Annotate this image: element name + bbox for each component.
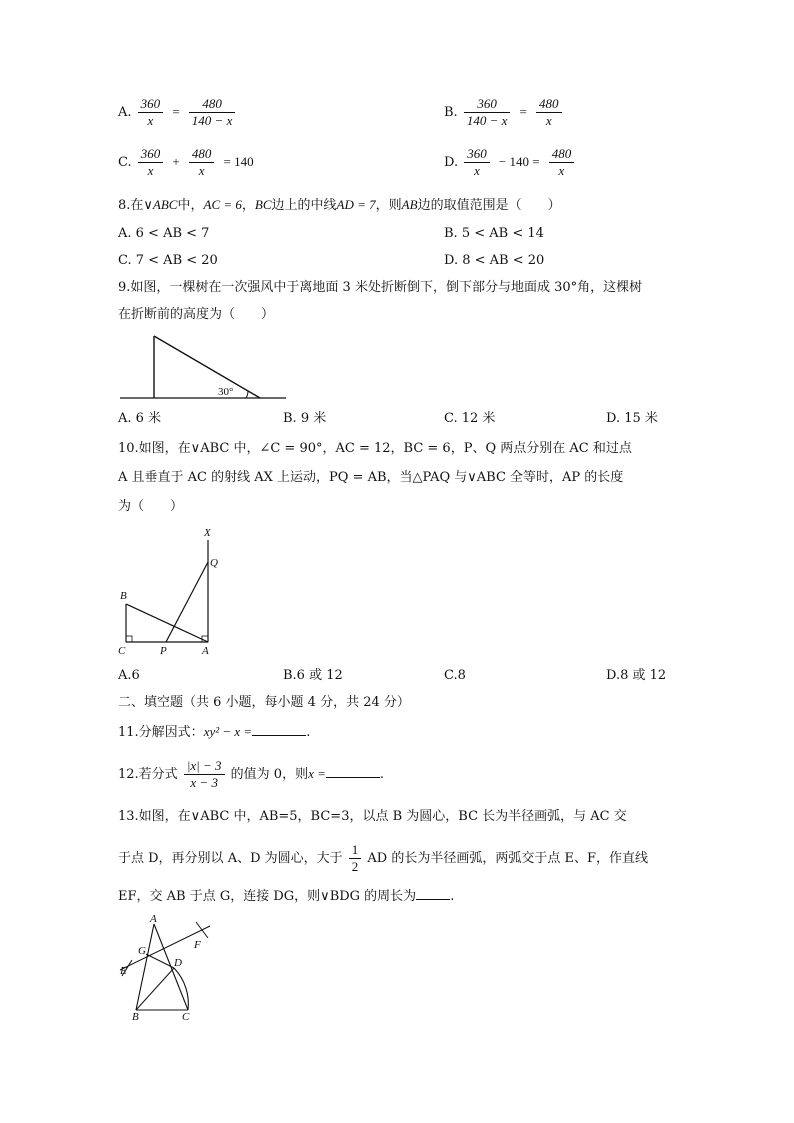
q10-figure — [112, 522, 224, 658]
q13-segment-dg — [146, 954, 174, 968]
q10-right-angle-c — [126, 636, 132, 642]
q13-stem-line2: 于点 D，再分别以 A、D 为圆心，大于 $\frac{1}{2}$ AD 的长为半径画弧，两弧交于点 E、F，作直线 — [118, 842, 649, 874]
q9-option-c: C. 12 米 — [444, 411, 496, 426]
q8-option-c: C. 7 < AB < 20 — [118, 253, 218, 268]
q7-option-d: D. $\frac{360}{x}$ − 140 = $\frac{480}{x}$ — [444, 146, 576, 179]
q10-option-b: B.6 或 12 — [283, 668, 343, 683]
q9-option-a: A. 6 米 — [118, 411, 162, 426]
q10-label-p: P — [160, 645, 167, 657]
q9-fallen-part — [154, 336, 260, 398]
q13-segment-bd — [136, 968, 174, 1010]
q10-segment-pq — [166, 562, 208, 642]
q13-segment-ab — [136, 924, 154, 1010]
q13-label-b: B — [132, 1011, 139, 1023]
q13-stem-line1: 13.如图，在∨ABC 中，AB=5，BC=3，以点 B 为圆心，BC 长为半径画弧，与 AC 交 — [118, 809, 627, 824]
q9-stem-line2: 在折断前的高度为（ ） — [118, 307, 275, 322]
q13-label-d: D — [174, 957, 182, 969]
q8-stem: 8.在∨ABC中，AC = 6，BC边上的中线AD = 7，则AB边的取值范围是（ ） — [118, 197, 561, 213]
q12-answer-blank[interactable] — [326, 765, 380, 778]
q13-answer-blank[interactable] — [416, 887, 450, 900]
q10-label-a: A — [202, 645, 209, 657]
q9-tree-figure — [118, 330, 290, 402]
q10-stem-line3: 为（ ） — [118, 499, 184, 514]
q10-option-c: C.8 — [444, 668, 466, 683]
q9-angle-label: 30° — [218, 386, 234, 398]
q11-answer-blank[interactable] — [252, 723, 306, 736]
q7-option-a: A. $\frac{360}{x}$ = $\frac{480}{140 - x}$ — [118, 96, 237, 129]
q8-option-d: D. 8 < AB < 20 — [444, 253, 545, 268]
q10-label-c: C — [118, 645, 126, 657]
q13-label-c: C — [182, 1011, 190, 1023]
q13-label-a: A — [150, 913, 157, 925]
q9-option-d: D. 15 米 — [606, 411, 658, 426]
q13-arc-f — [196, 922, 208, 938]
q8-option-a: A. 6 < AB < 7 — [118, 226, 210, 241]
q9-option-b: B. 9 米 — [283, 411, 327, 426]
q9-stem-line1: 9.如图，一棵树在一次强风中于离地面 3 米处折断倒下，倒下部分与地面成 30°角，这棵树 — [118, 280, 643, 295]
q10-stem-line2: A 且垂直于 AC 的射线 AX 上运动，PQ = AB，当△PAQ 与∨ABC 全等时，AP 的长度 — [118, 470, 624, 485]
q11: 11.分解因式：xy² − x = . — [118, 724, 311, 740]
q10-segment-ba — [126, 604, 208, 642]
q10-option-d: D.8 或 12 — [606, 668, 667, 683]
q10-label-q: Q — [210, 557, 218, 569]
q10-option-a: A.6 — [118, 668, 140, 683]
q7-option-c: C. $\frac{360}{x}$ + $\frac{480}{x}$ = 140 — [118, 146, 254, 178]
section-heading-fill-in: 二、填空题（共 6 小题，每小题 4 分，共 24 分） — [118, 695, 410, 710]
q8-option-b: B. 5 < AB < 14 — [444, 226, 544, 241]
q13-figure — [116, 912, 216, 1024]
q12: 12.若分式 $\frac{|x| - 3}{x - 3}$ 的值为 0，则x = . — [118, 758, 385, 790]
q10-label-b: B — [120, 590, 127, 602]
q13-label-g: G — [138, 945, 146, 957]
q10-label-x: X — [204, 527, 211, 539]
q10-stem-line1: 10.如图，在∨ABC 中，∠C = 90°，AC = 12，BC = 6，P、Q 两点分别在 AC 和过点 — [118, 441, 632, 456]
q9-angle-arc — [246, 391, 248, 398]
q13-label-e: E — [120, 965, 127, 977]
q7-option-b: B. $\frac{360}{140 - x}$ = $\frac{480}{x}$ — [444, 96, 564, 129]
q13-label-f: F — [194, 939, 201, 951]
q13-stem-line3: EF，交 AB 于点 G，连接 DG，则∨BDG 的周长为 . — [118, 889, 455, 904]
q13-arc-bc — [174, 968, 188, 1010]
